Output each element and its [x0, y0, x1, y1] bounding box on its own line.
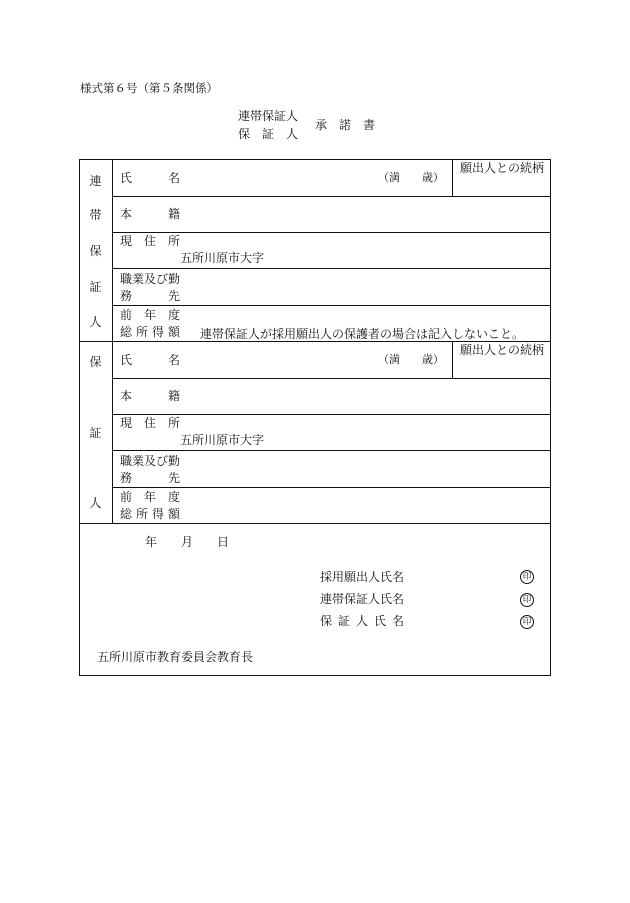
row-divider	[112, 305, 551, 306]
seal-mark: 印	[520, 615, 534, 629]
row-divider	[112, 414, 551, 415]
guarantor-income-label-line2: 総 所 得 額	[120, 507, 180, 521]
relation-cell-divider	[452, 341, 453, 378]
joint-guarantor-occupation-label-line2: 務 先	[120, 289, 181, 303]
joint-guarantor-side-label-3: 保	[89, 244, 102, 258]
joint-guarantor-occupation-label-line1: 職業及び勤	[120, 272, 181, 286]
row-divider	[112, 196, 551, 197]
joint-guarantor-signature-label: 連帯保証人氏名	[320, 592, 405, 606]
joint-guarantor-note: 連帯保証人が採用願出人の保護者の場合は記入しないこと。	[200, 327, 525, 341]
guarantor-occupation-label-line2: 務 先	[120, 471, 181, 485]
addressee: 五所川原市教育委員会教育長	[97, 650, 254, 664]
date-label: 年 月 日	[145, 535, 230, 549]
seal-mark: 印	[520, 593, 534, 607]
title-subject-line1: 連帯保証人	[238, 109, 299, 123]
row-divider	[112, 268, 551, 269]
joint-guarantor-side-label-5: 人	[89, 315, 102, 329]
guarantor-name-label: 氏 名	[120, 353, 181, 367]
guarantor-relation-label: 願出人との続柄	[460, 343, 545, 357]
joint-guarantor-domicile-label: 本 籍	[120, 207, 181, 221]
guarantor-address-prefix: 五所川原市大字	[180, 433, 265, 447]
joint-guarantor-relation-label: 願出人との続柄	[460, 161, 545, 175]
row-divider	[112, 378, 551, 379]
title-document-type: 承 諾 書	[315, 118, 376, 132]
row-divider	[112, 487, 551, 488]
guarantor-side-label-3: 人	[89, 496, 102, 510]
guarantor-side-label-1: 保	[89, 355, 102, 369]
row-divider	[112, 450, 551, 451]
joint-guarantor-income-label-line1: 前 年 度	[120, 308, 181, 322]
seal-mark: 印	[520, 570, 534, 584]
joint-guarantor-age-label: （満 歳）	[378, 171, 444, 184]
guarantor-domicile-label: 本 籍	[120, 389, 181, 403]
joint-guarantor-address-label: 現 住 所	[120, 234, 181, 248]
form-number: 様式第６号（第５条関係）	[80, 81, 218, 95]
guarantor-age-label: （満 歳）	[378, 353, 444, 366]
joint-guarantor-side-label-4: 証	[89, 280, 102, 294]
joint-guarantor-income-label-line2: 総 所 得 額	[120, 325, 180, 339]
joint-guarantor-side-label-1: 連	[89, 174, 102, 188]
guarantor-address-label: 現 住 所	[120, 416, 181, 430]
section-divider	[79, 341, 551, 342]
guarantor-signature-label: 保 証 人 氏 名	[320, 614, 404, 628]
title-subject-line2: 保 証 人	[238, 127, 299, 141]
guarantor-side-label-2: 証	[89, 426, 102, 440]
guarantor-occupation-label-line1: 職業及び勤	[120, 454, 181, 468]
section-divider	[79, 523, 551, 524]
joint-guarantor-address-prefix: 五所川原市大字	[180, 251, 265, 265]
joint-guarantor-side-label-2: 帯	[89, 208, 102, 222]
guarantor-income-label-line1: 前 年 度	[120, 490, 181, 504]
row-divider	[112, 232, 551, 233]
relation-cell-divider	[452, 159, 453, 196]
joint-guarantor-name-label: 氏 名	[120, 171, 181, 185]
applicant-name-label: 採用願出人氏名	[320, 570, 405, 584]
